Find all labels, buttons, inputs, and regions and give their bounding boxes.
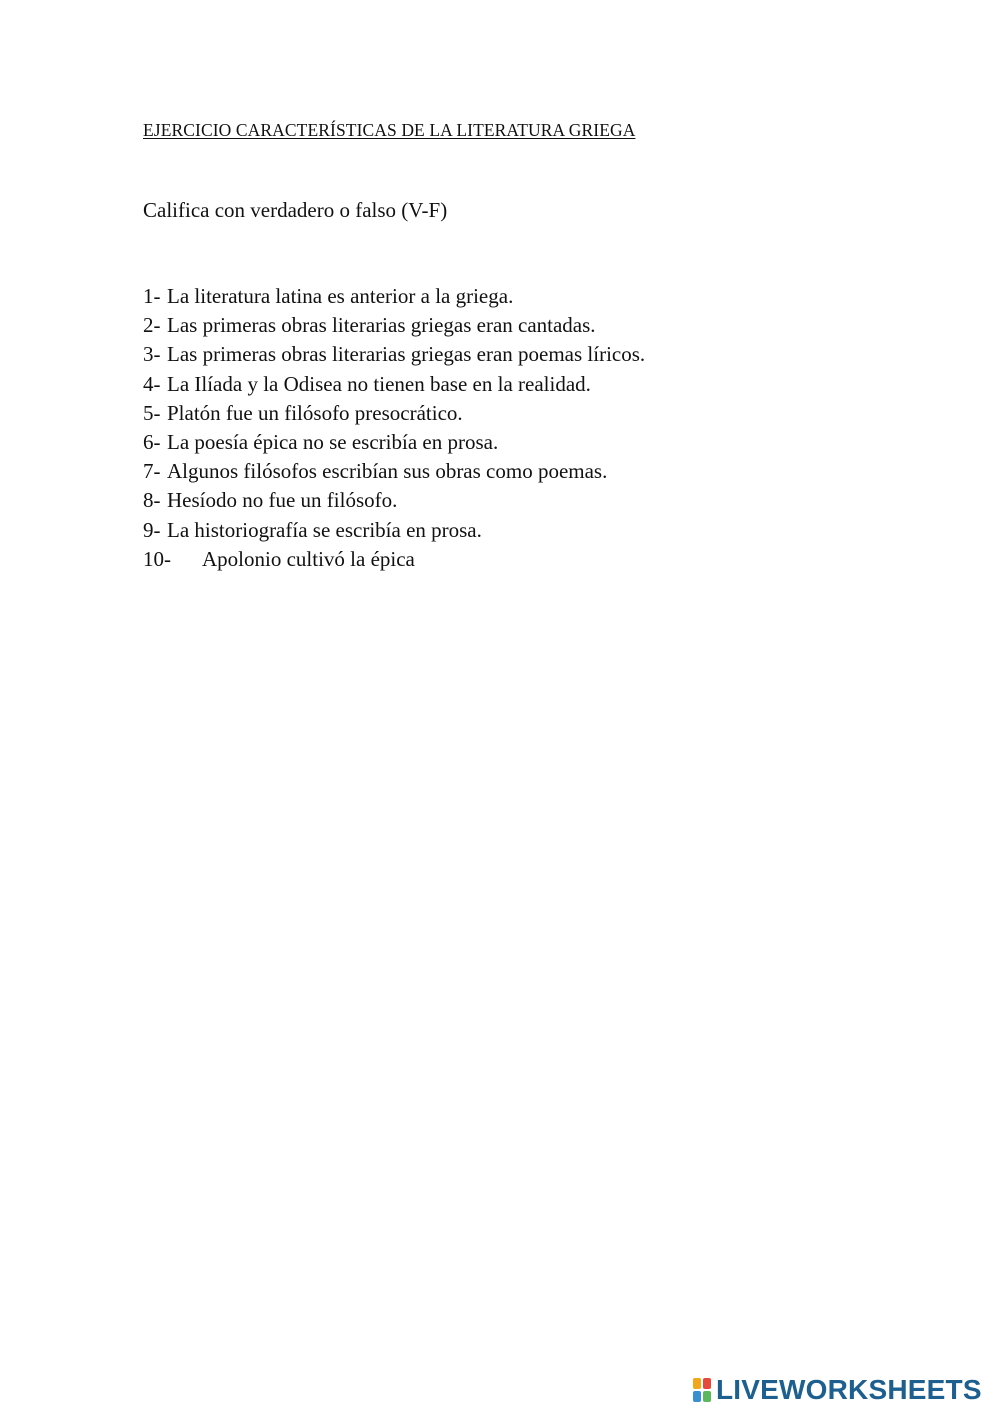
question-item <box>143 370 645 399</box>
question-item <box>143 311 645 340</box>
question-text: La historiografía se escribía en prosa. <box>167 517 482 542</box>
instruction-text: Califica con verdadero o falso (V-F) <box>143 198 448 222</box>
question-item <box>143 340 645 369</box>
logo-tile-icon <box>703 1391 711 1402</box>
worksheet-title: EJERCICIO CARACTERÍSTICAS DE LA LITERATURA GRIEGA <box>143 120 636 140</box>
question-text: La poesía épica no se escribía en prosa. <box>167 429 499 454</box>
question-number: 5- <box>143 400 161 425</box>
brand-name: LIVEWORKSHEETS <box>716 1374 982 1405</box>
question-number: 3- <box>143 342 161 367</box>
question-list <box>143 282 645 574</box>
question-text: La Ilíada y la Odisea no tienen base en la realidad. <box>167 371 591 396</box>
question-text: Las primeras obras literarias griegas eran cantadas. <box>167 313 596 338</box>
question-number: 6- <box>143 429 161 454</box>
question-item <box>143 399 645 428</box>
question-text: Apolonio cultivó la épica <box>202 546 415 571</box>
question-item <box>143 516 645 545</box>
question-number: 1- <box>143 284 161 308</box>
liveworksheets-brand <box>692 1374 982 1406</box>
question-number: 10- <box>143 546 171 571</box>
logo-tile-icon <box>693 1391 701 1402</box>
question-item <box>143 282 645 311</box>
question-number: 9- <box>143 517 161 542</box>
question-item <box>143 457 645 486</box>
question-number: 8- <box>143 488 161 513</box>
question-number: 2- <box>143 313 161 338</box>
question-text: Hesíodo no fue un filósofo. <box>167 488 398 513</box>
question-item <box>143 545 645 574</box>
logo-tile-icon <box>693 1378 701 1389</box>
question-number: 4- <box>143 371 161 396</box>
liveworksheets-logo-icon <box>692 1377 712 1403</box>
question-text: Algunos filósofos escribían sus obras como poemas. <box>167 459 608 484</box>
question-item <box>143 428 645 457</box>
question-text: La literatura latina es anterior a la griega. <box>167 284 514 308</box>
logo-tile-icon <box>703 1378 711 1389</box>
question-item <box>143 486 645 515</box>
question-text: Las primeras obras literarias griegas eran poemas líricos. <box>167 342 646 367</box>
question-text: Platón fue un filósofo presocrático. <box>167 400 463 425</box>
question-number: 7- <box>143 459 161 484</box>
